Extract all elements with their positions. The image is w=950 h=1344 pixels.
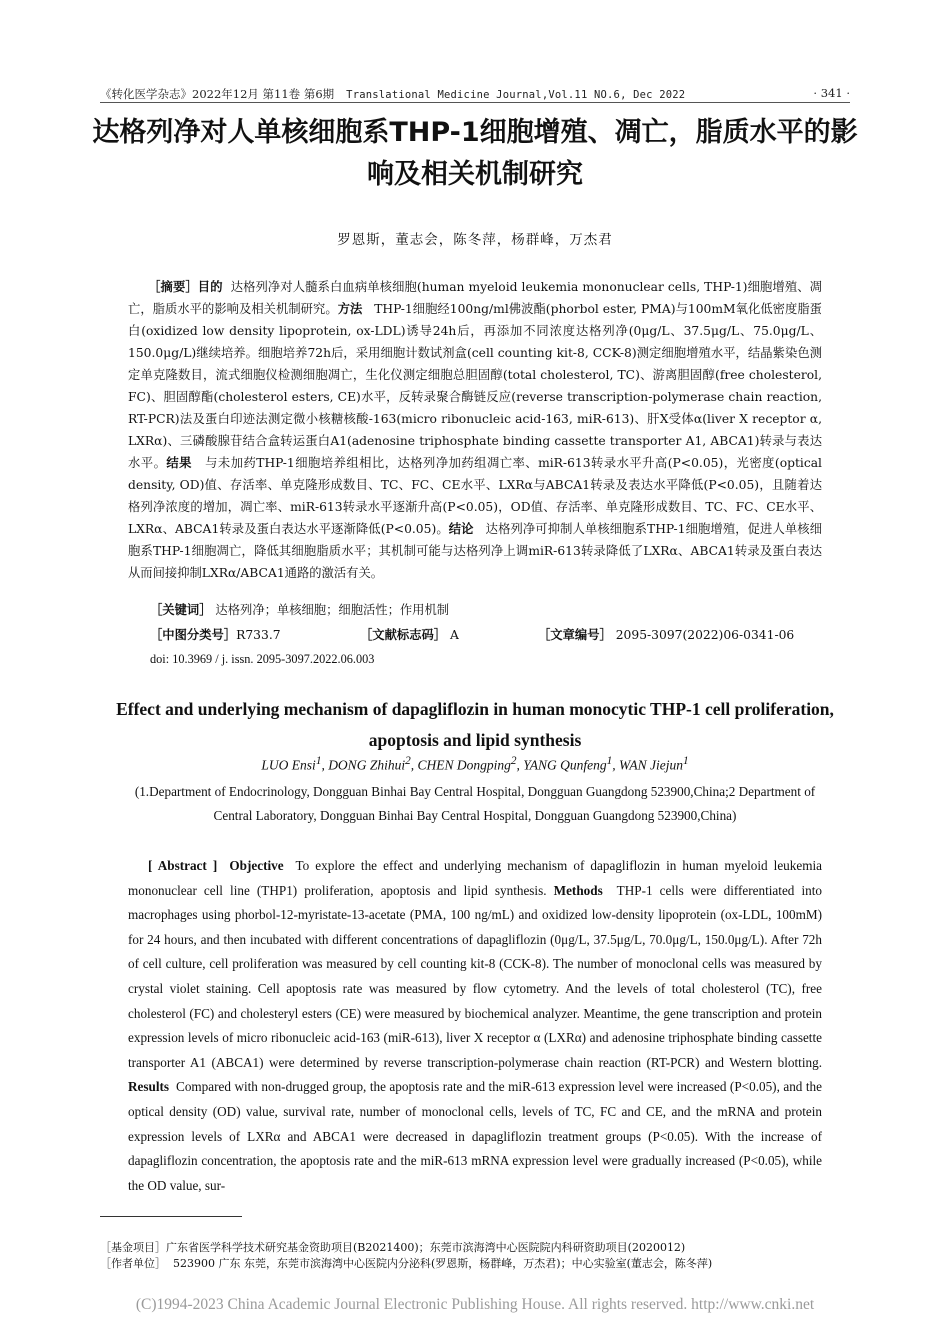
keywords-label: ［关键词］ [150,603,212,617]
author-name: DONG Zhihui [328,757,406,773]
doc-code-label: ［文献标志码］ [360,628,447,642]
results-label: Results [128,1079,170,1095]
classification-row [150,624,822,646]
author-name: WAN Jiejun [619,757,683,773]
objective-text: 达格列净对人髓系白血病单核细胞(human myeloid leukemia mononuclear cells, THP-1)细胞增殖、凋亡，脂质水平的影响及相关机制研究。 [128,280,822,316]
author-affiliation-mark: 1 [682,755,689,767]
author-unit-footnote [100,1256,850,1272]
abstract-label: ［摘要］ [148,280,198,294]
english-authors: LUO Ensi$^1$, DONG Zhihui$^2$, CHEN Dongping$^2$, YANG Qunfeng$^1$, WAN Jiejun$^1$ [261,755,689,773]
article-number-label: ［文章编号］ [538,628,612,642]
methods-label: Methods [553,882,603,898]
english-affiliation: (1.Department of Endocrinology, Dongguan Binhai Bay Central Hospital, Dongguan Guangdong 523900,China;2 Department of Central Laboratory, Dongguan Binhai Bay Central Hospital, Dongguan Guangdong 523900,China) [134,784,816,823]
author-name: LUO Ensi [261,757,316,773]
author-affiliation-mark: 1 [315,755,322,767]
running-header [100,86,850,103]
methods-text: THP-1细胞经100ng/ml佛波酯(phorbol ester, PMA)与100mM氧化低密度脂蛋白(oxidized low density lipoprotein, ox-LDL)诱导24h后，再添加不同浓度达格列净(0μg/L、37.5μg/L、75.0μg/L、150.0μg/L)继续培养。细胞培养72h后，采用细胞计数试剂盒(cell counting kit-8, CCK-8)测定细胞增殖水平，结晶紫染色测定单克隆数目，流式细胞仪检测细胞凋亡，生化仪测定细胞总胆固醇(total cholesterol, TC)、游离胆固醇(free cholesterol, FC)、胆固醇酯(cholesterol esters, CE)水平，反转录聚合酶链反应(reverse transcription-polymerase chain reaction, RT-PCR)法及蛋白印迹法测定微小核糖核酸-163(micro ribonucleic acid-163, miR-613)、肝X受体α(liver X receptor α, LXRα)、三磷酸腺苷结合盒转运蛋白A1(adenosine triphosphate binding cassette transporter A1, ABCA1)转录与表达水平。 [128,302,822,470]
conclusion-text: 达格列净可抑制人单核细胞系THP-1细胞增殖，促进人单核细胞系THP-1细胞凋亡，降低其细胞脂质水平；其机制可能与达格列净上调miR-613转录降低了LXRα、ABCA1转录及蛋白表达从而间接抑制LXRα/ABCA1通路的激活有关。 [128,522,822,580]
fund-footnote [100,1240,850,1256]
conclusion-label: 结论 [448,522,474,536]
author-affiliation-mark: 1 [606,755,613,767]
article-number-field [538,624,794,646]
clc-label: ［中图分类号］ [150,628,237,642]
doc-code-value: A [450,628,459,642]
english-title: Effect and underlying mechanism of dapagliflozin in human monocytic THP-1 cell proliferation, apoptosis and lipid synthesis [116,699,834,750]
copyright-watermark: (C)1994-2023 China Academic Journal Electronic Publishing House. All rights reserved. http://www.cnki.net [135,1296,815,1313]
author-unit-label: ［作者单位］ [100,1257,166,1270]
chinese-keywords [150,599,822,621]
results-label: 结果 [166,456,192,470]
chinese-abstract [128,276,822,584]
clc-field [150,624,281,646]
keywords-text: 达格列净；单核细胞；细胞活性；作用机制 [215,603,450,617]
results-text: Compared with non-drugged group, the apoptosis rate and the miR-613 expression level were increased (P<0.05), and the optical density (OD) value, survival rate, number of monoclonal cells, levels of TC, FC and CE, and the mRNA and protein expression levels of LXRα and ABCA1 were decreased in dapagliflozin treatment groups (P<0.05). With the increase of dapagliflozin concentration, the apoptosis rate and the miR-613 mRNA expression level were gradually increased (P<0.05), while the OD value, sur- [128,1079,823,1193]
methods-label: 方法 [337,302,363,316]
methods-text: THP-1 cells were differentiated into macrophages using phorbol-12-myristate-13-acetate (PMA, 100 ng/mL) and oxidized low-density lipoprotein (ox-LDL, 100mM) for 24 hours, and then incubated with different concentrations of dapagliflozin (0μg/L, 37.5μg/L, 70.0μg/L, 150.0μg/L). After 72h of cell culture, cell proliferation was measured by cell counting kit-8 (CCK-8). The number of monoclonal cells was measured by crystal violet staining. Cell apoptosis rate was measured by flow cytometry. And the levels of total cholesterol (TC), free cholesterol (FC) and cholesteryl esters (CE) were measured by biochemical analyzer. Meantime, the gene transcription and protein expression levels of micro ribonucleic acid-163 (miR-613), liver X receptor α (LXRα) and adenosine triphosphate binding cassette transporter A1 (ABCA1) were determined by reverse transcription-polymerase chain reaction (RT-PCR) and Western blotting. [128,882,822,1070]
author-name: YANG Qunfeng [523,757,607,773]
author-affiliation-mark: 2 [405,755,411,767]
doi: doi: 10.3969 / j. issn. 2095-3097.2022.06.003 [150,652,375,666]
footnotes [100,1240,850,1272]
journal-cn: 《转化医学杂志》2022年12月 第11卷 第6期 [100,87,335,101]
journal-en: Translational Medicine Journal,Vol.11 NO.6, Dec 2022 [346,89,686,101]
chinese-authors: 罗恩斯，董志会，陈冬萍，杨群峰，万杰君 [337,232,613,248]
author-name: CHEN Dongping [417,757,511,773]
footnote-divider [100,1216,242,1217]
author-unit-text: 523900 广东 东莞，东莞市滨海湾中心医院内分泌科(罗恩斯，杨群峰，万杰君)；中心实验室(董志会，陈冬萍) [173,1257,713,1270]
english-abstract [128,854,822,1198]
chinese-title: 达格列净对人单核细胞系THP-1细胞增殖、凋亡，脂质水平的影响及相关机制研究 [92,117,858,190]
objective-text: To explore the effect and underlying mechanism of dapagliflozin in human myeloid leukemia mononuclear cell line (THP1) proliferation, apoptosis and lipid synthesis. [128,858,822,898]
objective-label: Objective [229,858,284,873]
author-affiliation-mark: 2 [510,755,517,767]
abstract-label: [ Abstract ] [148,858,218,873]
fund-label: ［基金项目］ [100,1241,166,1254]
article-number-value: 2095-3097(2022)06-0341-06 [615,628,795,642]
journal-citation [100,86,685,102]
page-number: · 341 · [813,86,850,100]
objective-label: 目的 [197,280,223,294]
doc-code-field [360,624,459,646]
fund-text: 广东省医学科学技术研究基金资助项目(B2021400)；东莞市滨海湾中心医院院内科研资助项目(2020012) [166,1241,686,1254]
clc-value: R733.7 [236,628,281,642]
results-text: 与未加药THP-1细胞培养组相比，达格列净加药组凋亡率、miR-613转录水平升高(P<0.05)，光密度(optical density, OD)值、存活率、单克隆形成数目、TC、FC、CE水平、LXRα与ABCA1转录及表达水平降低(P<0.05)，且随着达格列净浓度的增加，凋亡率、miR-613转录水平逐渐升高(P<0.05)，OD值、存活率、单克隆形成数目、TC、FC、CE水平、LXRα、ABCA1转录及蛋白表达水平逐渐降低(P<0.05)。 [128,456,822,536]
